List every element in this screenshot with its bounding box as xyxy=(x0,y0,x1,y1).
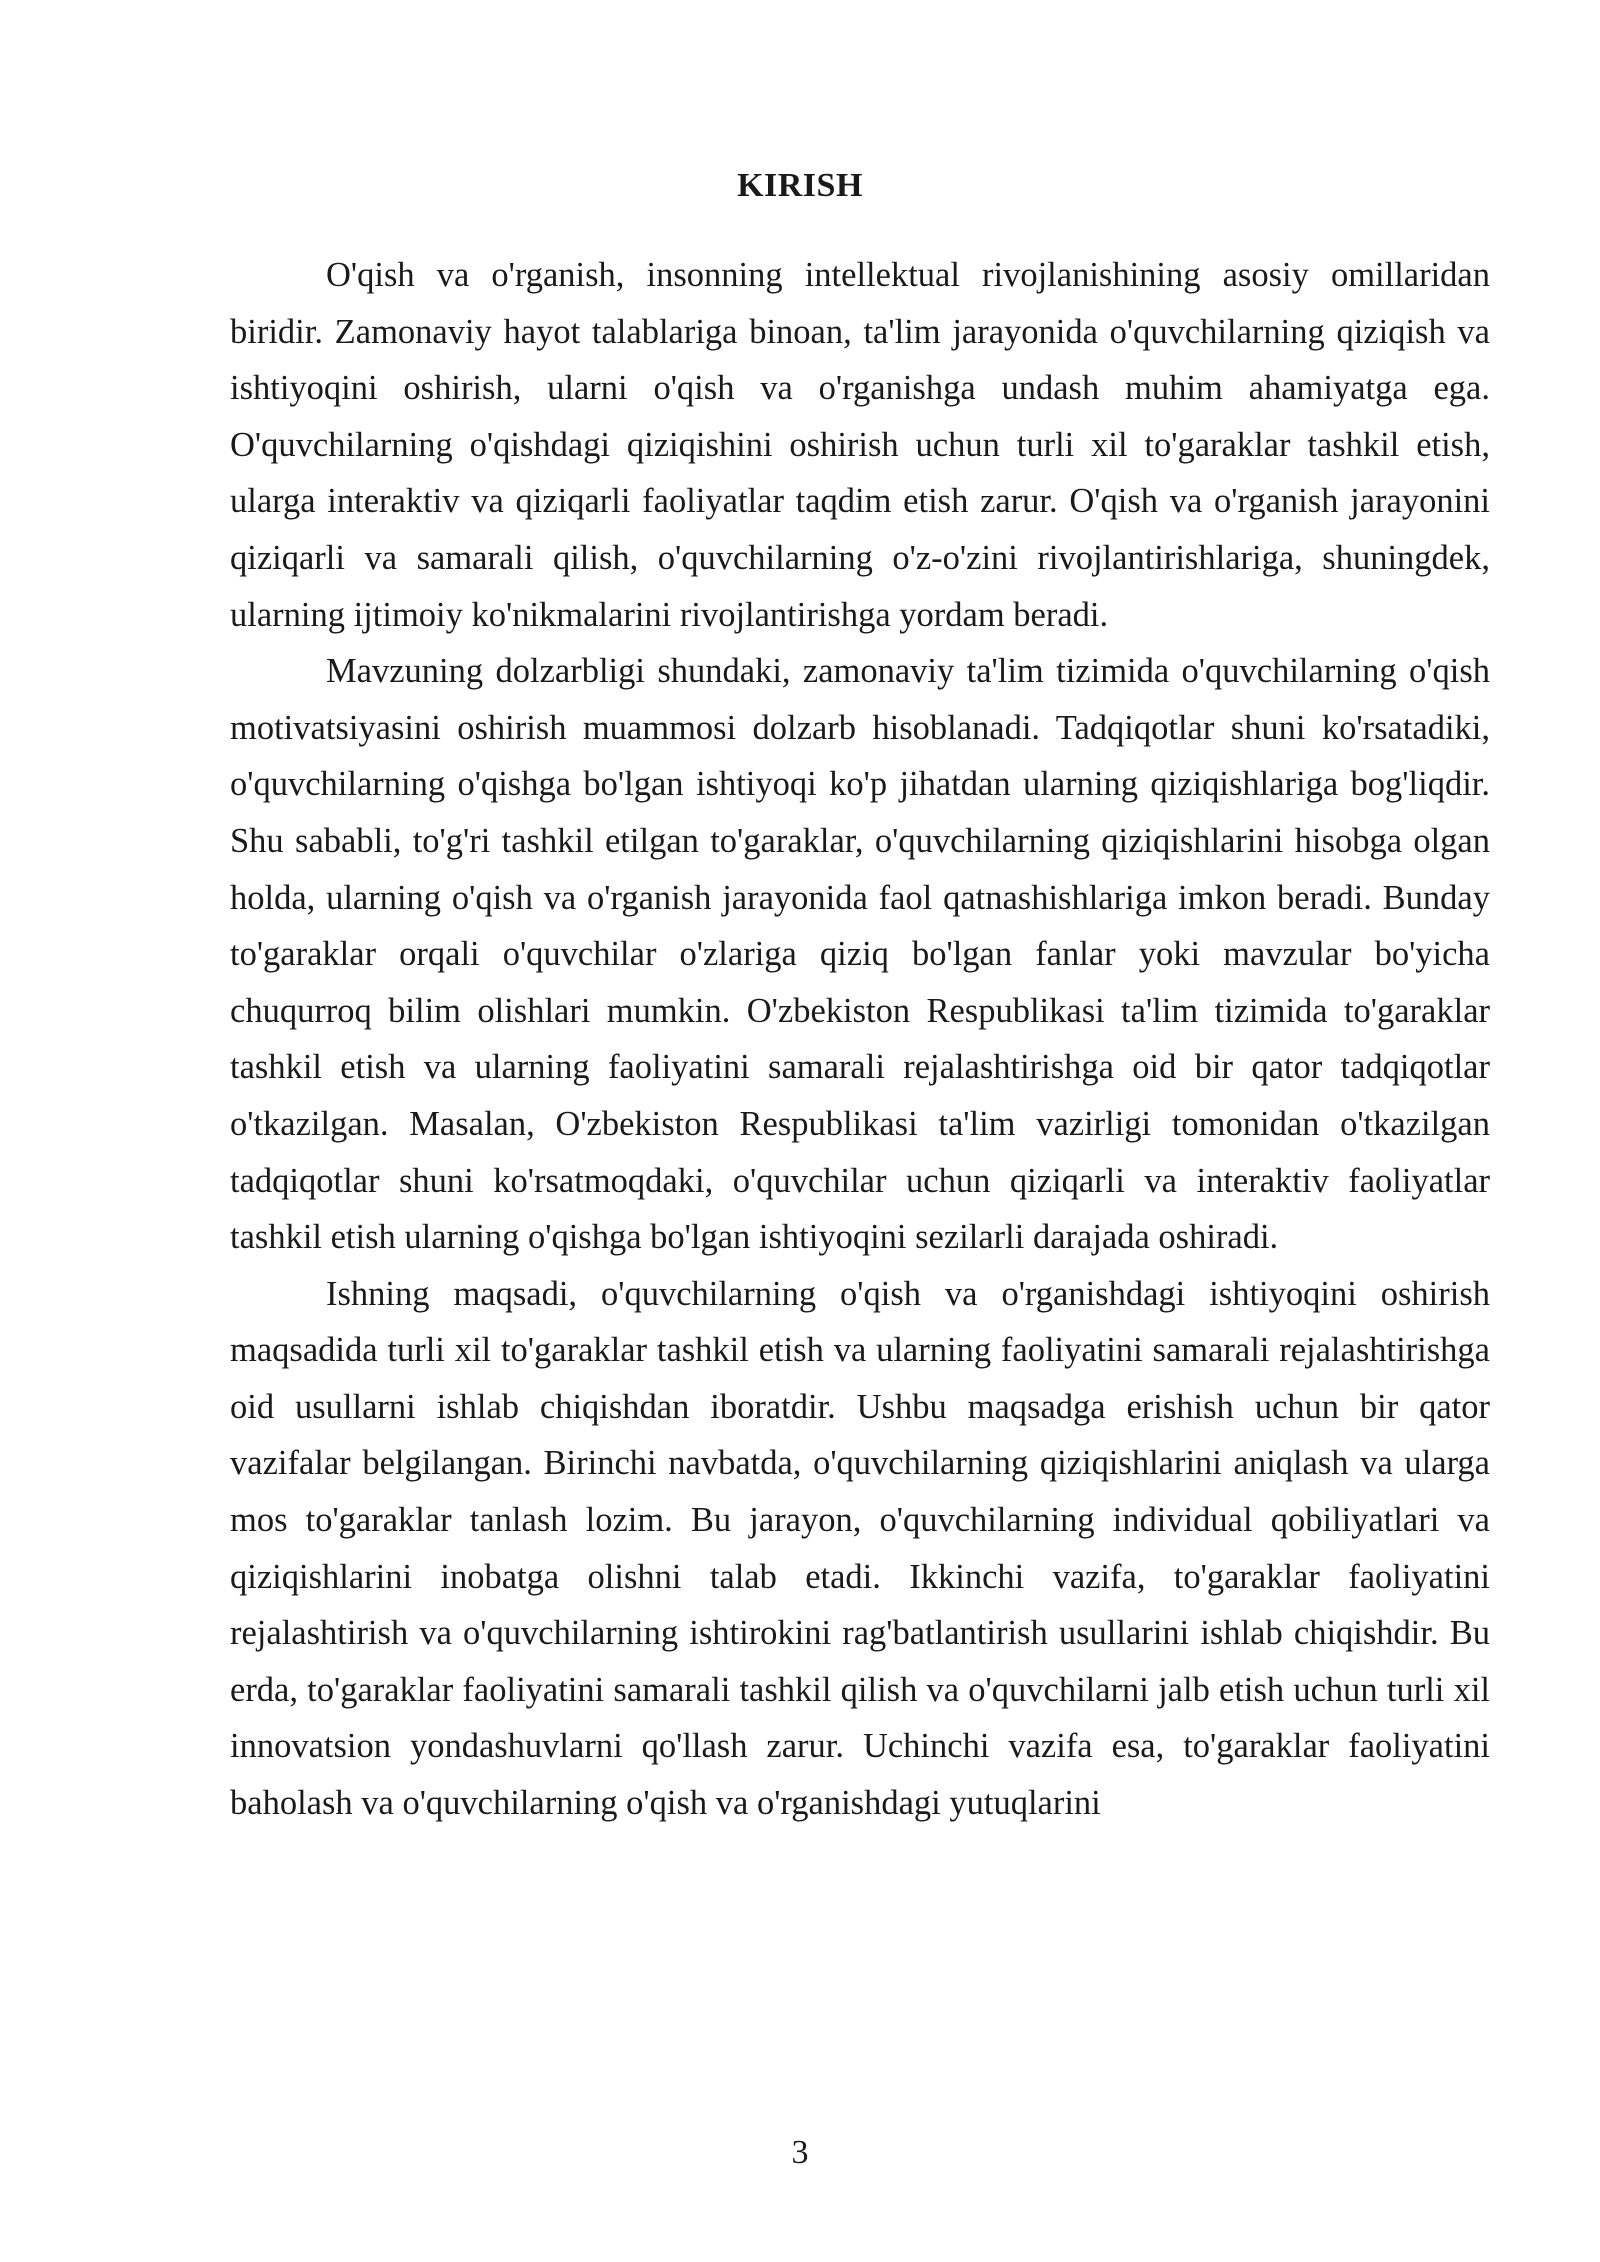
page-number: 3 xyxy=(791,2134,809,2171)
body-text xyxy=(230,247,1490,1832)
section-heading: KIRISH xyxy=(737,167,863,204)
paragraph-relevance: Mavzuning dolzarbligi shundaki, zamonaviy ta'lim tizimida o'quvchilarning o'qish motivatsiyasini oshirish muammosi dolzarb hisoblanadi. Tadqiqotlar shuni ko'rsatadiki, o'quvchilarning o'qishga bo'lgan ishtiyoqi ko'p jihatdan ularning qiziqishlariga bog'liqdir. Shu sababli, to'g'ri tashkil etilgan to'garaklar, o'quvchilarning qiziqishlarini hisobga olgan holda, ularning o'qish va o'rganish jarayonida faol qatnashishlariga imkon beradi. Bunday to'garaklar orqali o'quvchilar o'zlariga qiziq bo'lgan fanlar yoki mavzular bo'yicha chuqurroq bilim olishlari mumkin. O'zbekiston Respublikasi ta'lim tizimida to'garaklar tashkil etish va ularning faoliyatini samarali rejalashtirishga oid bir qator tadqiqotlar o'tkazilgan. Masalan, O'zbekiston Respublikasi ta'lim vazirligi tomonidan o'tkazilgan tadqiqotlar shuni ko'rsatmoqdaki, o'quvchilar uchun qiziqarli va interaktiv faoliyatlar tashkil etish ularning o'qishga bo'lgan ishtiyoqini sezilarli darajada oshiradi. xyxy=(230,652,1490,1257)
paragraph-objective: Ishning maqsadi, o'quvchilarning o'qish va o'rganishdagi ishtiyoqini oshirish maqsadida turli xil to'garaklar tashkil etish va ularning faoliyatini samarali rejalashtirishga oid usullarni ishlab chiqishdan iboratdir. Ushbu maqsadga erishish uchun bir qator vazifalar belgilangan. Birinchi navbatda, o'quvchilarning qiziqishlarini aniqlash va ularga mos to'garaklar tanlash lozim. Bu jarayon, o'quvchilarning individual qobiliyatlari va qiziqishlarini inobatga olishni talab etadi. Ikkinchi vazifa, to'garaklar faoliyatini rejalashtirish va o'quvchilarning ishtirokini rag'batlantirish usullarini ishlab chiqishdir. Bu erda, to'garaklar faoliyatini samarali tashkil qilish va o'quvchilarni jalb etish uchun turli xil innovatsion yondashuvlarni qo'llash zarur. Uchinchi vazifa esa, to'garaklar faoliyatini baholash va o'quvchilarning o'qish va o'rganishdagi yutuqlarini xyxy=(230,1274,1490,1823)
paragraph-introduction: O'qish va o'rganish, insonning intellektual rivojlanishining asosiy omillaridan biridir. Zamonaviy hayot talablariga binoan, ta'lim jarayonida o'quvchilarning qiziqish va ishtiyoqini oshirish, ularni o'qish va o'rganishga undash muhim ahamiyatga ega. O'quvchilarning o'qishdagi qiziqishini oshirish uchun turli xil to'garaklar tashkil etish, ularga interaktiv va qiziqarli faoliyatlar taqdim etish zarur. O'qish va o'rganish jarayonini qiziqarli va samarali qilish, o'quvchilarning o'z-o'zini rivojlantirishlariga, shuningdek, ularning ijtimoiy ko'nikmalarini rivojlantirishga yordam beradi. xyxy=(230,256,1490,634)
